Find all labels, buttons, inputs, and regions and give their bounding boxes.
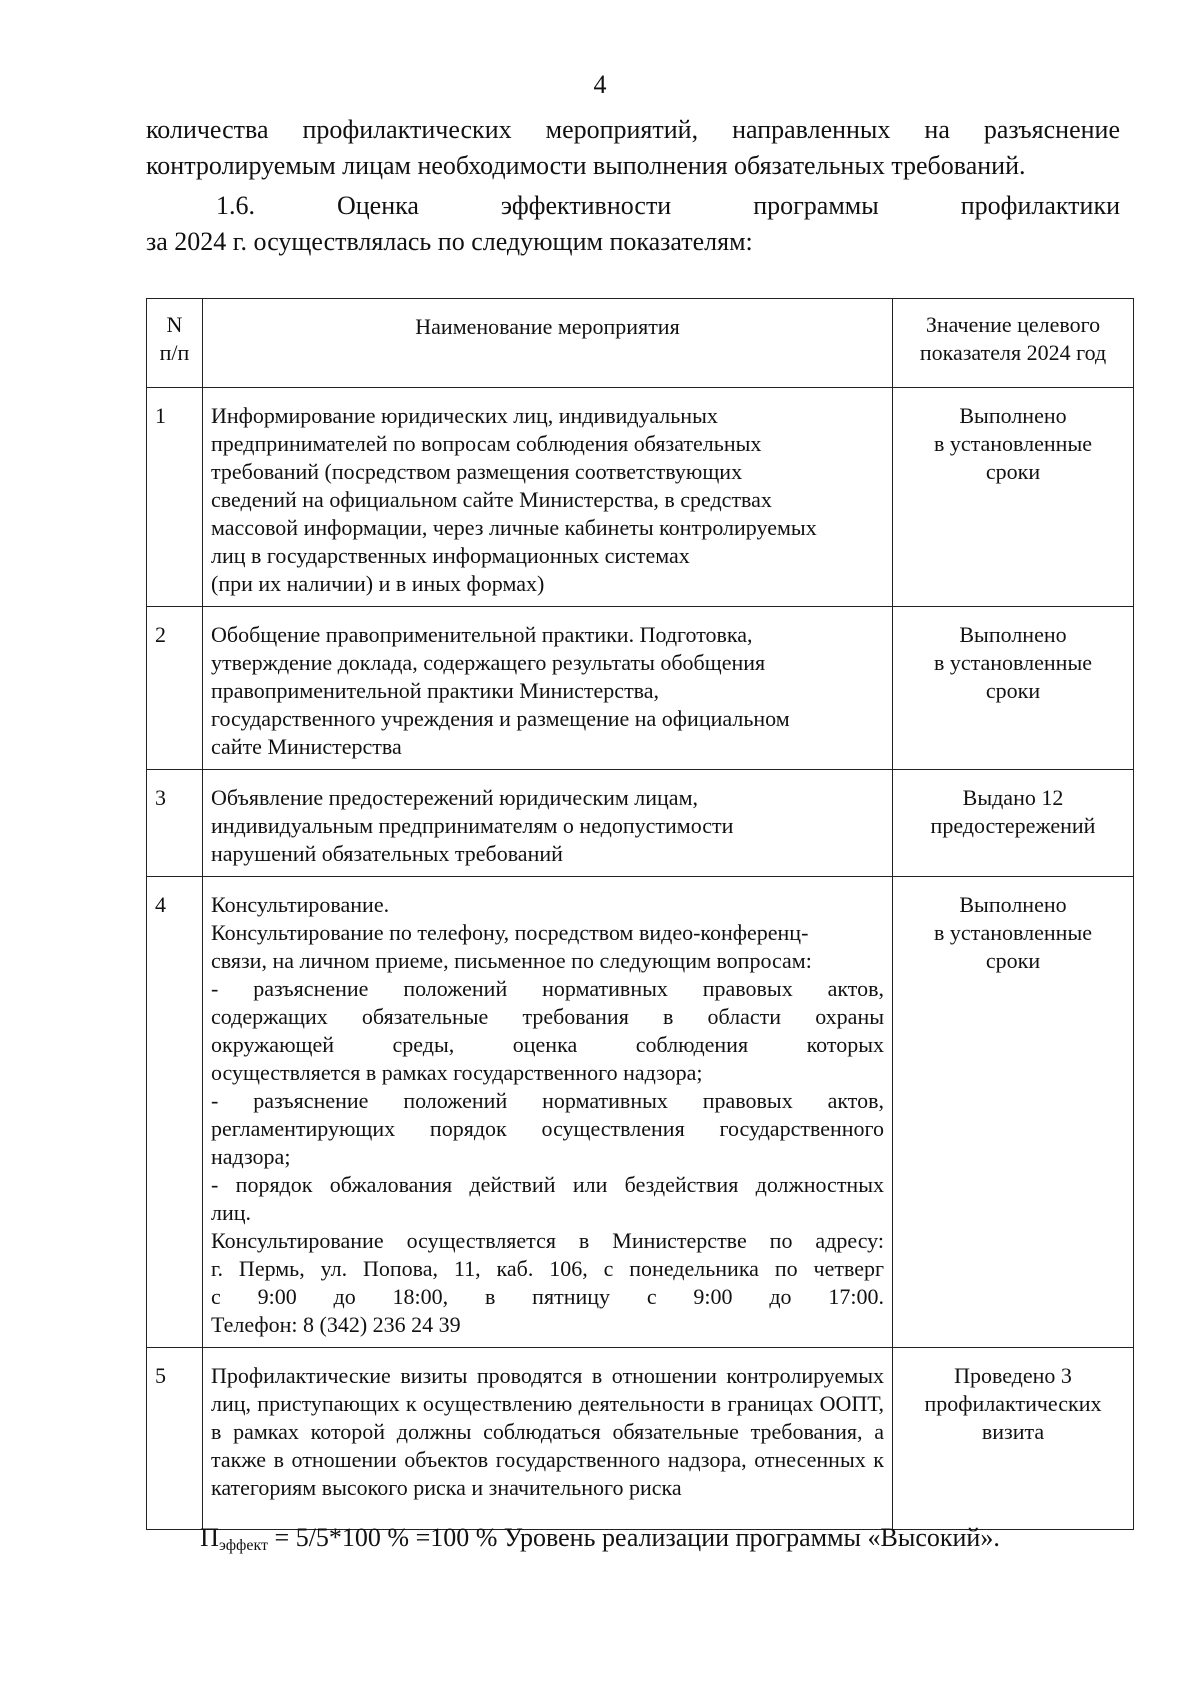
row-line: Консультирование. [211, 892, 390, 917]
row-line: Консультирование осуществляется в Министерстве по адресу: [211, 1228, 884, 1253]
row-line: регламентирующих порядок осуществления государственного [211, 1116, 884, 1141]
section-number: 1.6. [216, 191, 255, 220]
section-word: программы [753, 191, 879, 220]
row-value: Выполнено в установленные сроки [893, 877, 1134, 1348]
row-line: Консультирование по телефону, посредством видео-конференц- [211, 920, 809, 945]
row-name: Объявление предостережений юридическим лицам, индивидуальным предпринимателям о недопустимости нарушений обязательных требований [203, 770, 893, 877]
row-line: - порядок обжалования действий или бездействия должностных [211, 1172, 884, 1197]
row-number: 3 [147, 770, 203, 877]
row-line: осуществляется в рамках государственного надзора; [211, 1060, 703, 1085]
section-word: эффективности [500, 191, 672, 220]
row-line: содержащих обязательные требования в области охраны [211, 1004, 884, 1029]
row-line: с 9:00 до 18:00, в пятницу с 9:00 до 17:00. [211, 1284, 884, 1309]
table-row [147, 388, 1134, 607]
row-line: надзора; [211, 1144, 291, 1169]
table-row [147, 877, 1134, 1348]
table-row [147, 1348, 1134, 1530]
row-value: Выполнено в установленные сроки [893, 388, 1134, 607]
row-value: Проведено 3 профилактических визита [893, 1348, 1134, 1530]
section-line-2: за 2024 г. осуществлялась по следующим показателям: [146, 227, 753, 256]
row-line: - разъяснение положений нормативных правовых актов, [211, 1088, 884, 1113]
row-name: Обобщение правоприменительной практики. Подготовка, утверждение доклада, содержащего результаты обобщения правоприменительной практики Министерства, государственного учреждения и размещение на официальном сайте Министерства [203, 607, 893, 770]
section-word: Оценка [336, 191, 419, 220]
row-name: Профилактические визиты проводятся в отношении контролируемых лиц, приступающих к осуществлению деятельности в границах ООПТ, в рамках которой должны соблюдаться обязательные требования, а также в отношении объектов государственного надзора, отнесенных к категориям высокого риска и значительного риска [203, 1348, 893, 1530]
row-name: Информирование юридических лиц, индивидуальных предпринимателей по вопросам соблюдения обязательных требований (посредством размещения соответствующих сведений на официальном сайте Министерства, в средствах массовой информации, через личные кабинеты контролируемых лиц в государственных информационных системах (при их наличии) и в иных формах) [203, 388, 893, 607]
row-line: окружающей среды, оценка соблюдения которых [211, 1032, 884, 1057]
header-number: N п/п [147, 299, 203, 388]
measures-table [146, 298, 1134, 1530]
formula-text: = 5/5*100 % =100 % Уровень реализации программы «Высокий». [268, 1523, 1000, 1552]
row-name [203, 877, 893, 1348]
table-row [147, 607, 1134, 770]
row-value: Выполнено в установленные сроки [893, 607, 1134, 770]
section-1-6-paragraph [146, 188, 1120, 260]
row-line: г. Пермь, ул. Попова, 11, каб. 106, с понедельника по четверг [211, 1256, 884, 1281]
row-line: лиц. [211, 1200, 252, 1225]
header-name: Наименование мероприятия [203, 299, 893, 388]
header-value: Значение целевого показателя 2024 год [893, 299, 1134, 388]
row-number: 5 [147, 1348, 203, 1530]
row-number: 4 [147, 877, 203, 1348]
row-line: - разъяснение положений нормативных правовых актов, [211, 976, 884, 1001]
efficiency-formula [0, 1523, 1200, 1555]
formula-symbol: П [200, 1523, 219, 1552]
row-number: 1 [147, 388, 203, 607]
intro-paragraph: количества профилактических мероприятий, направленных на разъяснение контролируемым лицам необходимости выполнения обязательных требований. [146, 115, 1120, 180]
page-number: 4 [593, 70, 607, 99]
row-number: 2 [147, 607, 203, 770]
formula-subscript: эффект [218, 1537, 269, 1554]
section-heading-line [146, 188, 1120, 224]
table-row [147, 770, 1134, 877]
table-header-row [147, 299, 1134, 388]
row-line: связи, на личном приеме, письменное по следующим вопросам: [211, 948, 812, 973]
row-line: Телефон: 8 (342) 236 24 39 [211, 1312, 461, 1337]
row-value: Выдано 12 предостережений [893, 770, 1134, 877]
section-word: профилактики [960, 191, 1120, 220]
